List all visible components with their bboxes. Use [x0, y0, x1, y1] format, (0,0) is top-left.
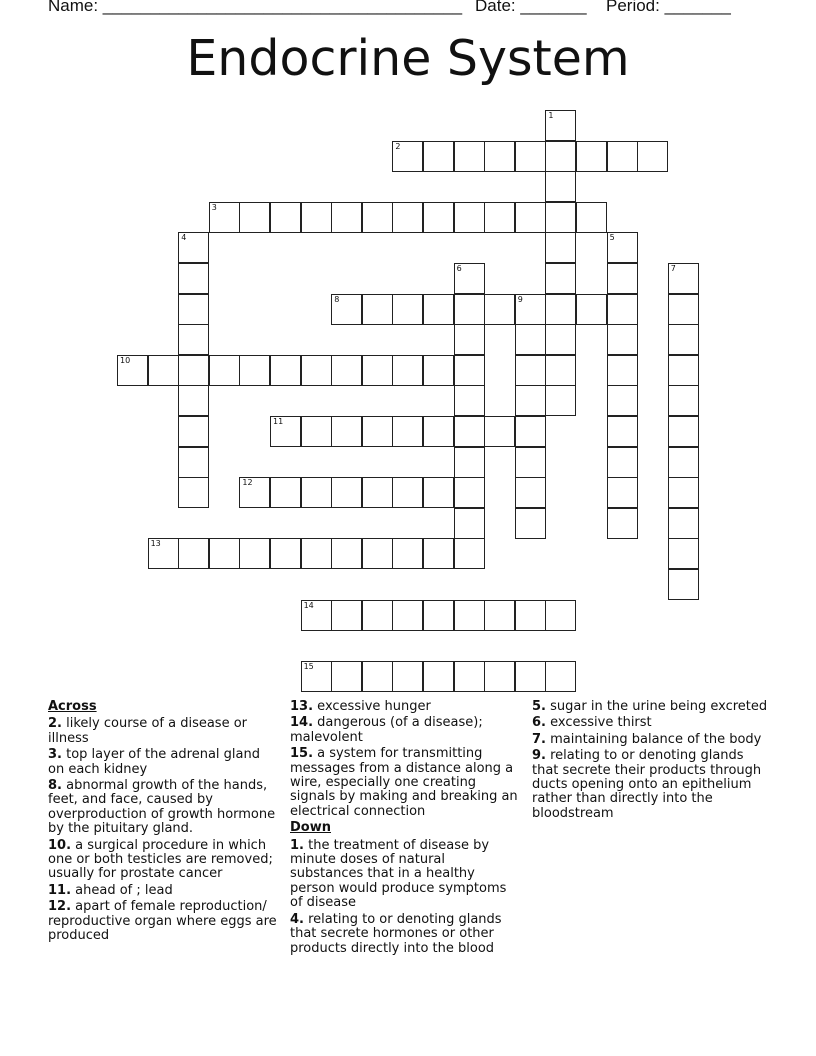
grid-cell[interactable]: [423, 477, 454, 508]
clue-text: ahead of ; lead: [75, 882, 173, 898]
clue-across: [48, 779, 280, 837]
name-field[interactable]: Name: ______________________________________: [48, 0, 463, 15]
grid-cell[interactable]: [392, 202, 423, 233]
grid-cell[interactable]: [301, 477, 332, 508]
clue-number: 6: [456, 264, 462, 273]
clue-across: [290, 700, 522, 714]
clue-number: 13: [150, 539, 161, 549]
date-field[interactable]: Date: _______: [475, 0, 587, 15]
grid-cell[interactable]: [270, 355, 301, 386]
grid-cell[interactable]: [301, 355, 332, 386]
grid-cell[interactable]: [209, 355, 240, 386]
clue-text: sugar in the urine being excreted: [550, 699, 768, 714]
clue-num: 12.: [48, 899, 72, 915]
grid-cell[interactable]: [454, 477, 485, 508]
clue-num: 11.: [48, 882, 72, 898]
clue-num: 10.: [48, 837, 72, 853]
grid-cell[interactable]: [362, 600, 393, 631]
grid-cell[interactable]: [392, 477, 423, 508]
grid-cell[interactable]: [178, 232, 209, 263]
clue-number: 12: [242, 478, 253, 488]
clue-number: 9: [517, 294, 523, 304]
grid-cell[interactable]: [392, 538, 423, 569]
grid-cell[interactable]: [607, 355, 638, 386]
grid-cell[interactable]: [668, 447, 699, 478]
clue-across: [290, 747, 522, 819]
grid-cell[interactable]: [484, 600, 515, 631]
grid-cell[interactable]: [362, 416, 393, 447]
grid-cell[interactable]: [331, 416, 362, 447]
grid-cell[interactable]: [668, 263, 699, 294]
grid-cell[interactable]: [301, 538, 332, 569]
grid-cell[interactable]: [454, 661, 485, 692]
grid-cell[interactable]: [607, 232, 638, 263]
grid-cell[interactable]: [454, 294, 485, 325]
clue-text: maintaining balance of the body: [550, 731, 762, 747]
across-heading: Across: [48, 699, 97, 714]
clue-across: [48, 748, 280, 777]
clue-num: 8.: [48, 778, 62, 794]
clue-number: 2: [395, 141, 401, 151]
grid-cell[interactable]: [484, 661, 515, 692]
grid-cell[interactable]: [331, 202, 362, 233]
grid-cell[interactable]: [607, 294, 638, 325]
grid-cell[interactable]: [454, 508, 485, 539]
grid-cell[interactable]: [148, 538, 179, 569]
grid-cell[interactable]: [117, 355, 148, 386]
clue-text: likely course of a disease or illness: [48, 716, 248, 746]
clue-number: 4: [181, 233, 187, 243]
clue-number: 7: [670, 264, 676, 273]
clue-text: relating to or denoting glands that secrete their products through ducts opening onto an epithelium rather than directly into the bloodstream: [532, 748, 762, 821]
grid-cell[interactable]: [423, 600, 454, 631]
grid-cell[interactable]: [515, 416, 546, 447]
grid-cell[interactable]: [515, 385, 546, 416]
clue-text: relating to or denoting glands that secrete hormones or other products directly into the blood: [290, 911, 502, 956]
grid-cell[interactable]: [545, 324, 576, 355]
grid-cell[interactable]: [239, 477, 270, 508]
grid-cell[interactable]: [454, 141, 485, 172]
grid-cell[interactable]: [362, 661, 393, 692]
grid-cell[interactable]: [270, 416, 301, 447]
clue-number: 14: [303, 600, 314, 610]
grid-cell[interactable]: [545, 232, 576, 263]
grid-cell[interactable]: [668, 355, 699, 386]
clue-num: 14.: [290, 715, 314, 731]
down-heading: Down: [290, 820, 331, 836]
grid-cell[interactable]: [607, 141, 638, 172]
grid-cell[interactable]: [331, 538, 362, 569]
clue-down: [532, 716, 770, 730]
grid-cell[interactable]: [545, 385, 576, 416]
grid-cell[interactable]: [545, 661, 576, 692]
grid-cell[interactable]: [331, 477, 362, 508]
grid-cell[interactable]: [484, 294, 515, 325]
clue-across: [48, 717, 280, 746]
grid-cell[interactable]: [392, 294, 423, 325]
clue-num: 13.: [290, 699, 314, 714]
clue-number: 15: [303, 661, 314, 671]
grid-cell[interactable]: [607, 477, 638, 508]
clue-num: 7.: [532, 731, 546, 747]
grid-cell[interactable]: [576, 141, 607, 172]
grid-cell[interactable]: [545, 600, 576, 631]
clue-text: apart of female reproduction/ reproductive organ where eggs are produced: [48, 899, 277, 944]
grid-cell[interactable]: [301, 600, 332, 631]
grid-cell[interactable]: [545, 263, 576, 294]
clue-num: 6.: [532, 715, 546, 731]
grid-cell[interactable]: [454, 324, 485, 355]
clue-number: 5: [609, 233, 615, 243]
clue-across: [48, 900, 280, 943]
grid-cell[interactable]: [301, 661, 332, 692]
grid-cell[interactable]: [515, 508, 546, 539]
grid-cell[interactable]: [515, 661, 546, 692]
clue-num: 5.: [532, 699, 546, 714]
grid-cell[interactable]: [454, 263, 485, 294]
grid-cell[interactable]: [607, 263, 638, 294]
clue-down: [532, 749, 770, 821]
grid-cell[interactable]: [331, 661, 362, 692]
grid-cell[interactable]: [178, 324, 209, 355]
grid-cell[interactable]: [423, 294, 454, 325]
clue-text: excessive thirst: [550, 715, 652, 731]
grid-cell[interactable]: [148, 355, 179, 386]
clue-across: [48, 884, 280, 898]
grid-cell[interactable]: [178, 477, 209, 508]
grid-cell[interactable]: [392, 600, 423, 631]
grid-cell[interactable]: [239, 538, 270, 569]
clue-text: the treatment of disease by minute doses of natural substances that in a healthy person would produce symptoms of disease: [290, 837, 507, 911]
puzzle-title: Endocrine System: [186, 30, 630, 87]
grid-cell[interactable]: [178, 294, 209, 325]
clue-text: a surgical procedure in which one or both testicles are removed; usually for prostate cancer: [48, 837, 273, 882]
grid-cell[interactable]: [178, 385, 209, 416]
grid-cell[interactable]: [362, 538, 393, 569]
grid-cell[interactable]: [454, 385, 485, 416]
grid-cell[interactable]: [392, 141, 423, 172]
grid-cell[interactable]: [392, 661, 423, 692]
grid-cell[interactable]: [270, 477, 301, 508]
grid-cell[interactable]: [362, 202, 393, 233]
grid-cell[interactable]: [668, 324, 699, 355]
grid-cell[interactable]: [515, 600, 546, 631]
grid-cell[interactable]: [607, 416, 638, 447]
clue-num: 1.: [290, 837, 304, 853]
clue-num: 4.: [290, 911, 304, 927]
grid-cell[interactable]: [178, 538, 209, 569]
clues-column-1: [48, 700, 280, 946]
grid-cell[interactable]: [423, 141, 454, 172]
clue-text: abnormal growth of the hands, feet, and face, caused by overproduction of growth hormone by the pituitary gland.: [48, 778, 276, 837]
clue-number: 8: [334, 294, 340, 304]
grid-cell[interactable]: [576, 202, 607, 233]
grid-cell[interactable]: [545, 171, 576, 202]
grid-cell[interactable]: [301, 202, 332, 233]
clue-down: [290, 913, 522, 956]
clue-num: 2.: [48, 716, 62, 732]
grid-cell[interactable]: [515, 355, 546, 386]
grid-cell[interactable]: [209, 538, 240, 569]
grid-cell[interactable]: [362, 355, 393, 386]
grid-cell[interactable]: [454, 416, 485, 447]
grid-cell[interactable]: [392, 355, 423, 386]
clue-number: 3: [211, 202, 217, 212]
grid-cell[interactable]: [668, 569, 699, 600]
grid-cell[interactable]: [515, 324, 546, 355]
grid-cell[interactable]: [178, 416, 209, 447]
grid-cell[interactable]: [423, 202, 454, 233]
grid-cell[interactable]: [331, 355, 362, 386]
grid-cell[interactable]: [362, 294, 393, 325]
grid-cell[interactable]: [515, 477, 546, 508]
grid-cell[interactable]: [423, 538, 454, 569]
grid-cell[interactable]: [331, 600, 362, 631]
grid-cell[interactable]: [515, 141, 546, 172]
grid-cell[interactable]: [668, 385, 699, 416]
grid-cell[interactable]: [545, 294, 576, 325]
clues-column-2: [290, 700, 522, 958]
grid-cell[interactable]: [668, 416, 699, 447]
grid-cell[interactable]: [270, 202, 301, 233]
grid-cell[interactable]: [362, 477, 393, 508]
grid-cell[interactable]: [607, 385, 638, 416]
clue-number: 11: [273, 417, 284, 426]
grid-cell[interactable]: [607, 324, 638, 355]
grid-cell[interactable]: [392, 416, 423, 447]
clues-column-3: [532, 700, 770, 823]
grid-cell[interactable]: [668, 477, 699, 508]
clue-text: a system for transmitting messages from a distance along a wire, especially one creating signals by making and breaking an electrical connection: [290, 746, 518, 819]
grid-cell[interactable]: [607, 447, 638, 478]
grid-cell[interactable]: [331, 294, 362, 325]
grid-cell[interactable]: [239, 355, 270, 386]
grid-cell[interactable]: [454, 202, 485, 233]
clue-num: 3.: [48, 747, 62, 763]
clue-num: 15.: [290, 746, 314, 762]
clue-text: excessive hunger: [317, 699, 431, 714]
clue-down: [532, 733, 770, 747]
clue-number: 10: [120, 355, 131, 365]
grid-cell[interactable]: [637, 141, 668, 172]
grid-cell[interactable]: [545, 355, 576, 386]
grid-cell[interactable]: [545, 110, 576, 141]
grid-cell[interactable]: [484, 202, 515, 233]
clue-across: [48, 839, 280, 882]
grid-cell[interactable]: [484, 416, 515, 447]
grid-cell[interactable]: [423, 661, 454, 692]
grid-cell[interactable]: [607, 508, 638, 539]
grid-cell[interactable]: [178, 447, 209, 478]
grid-cell[interactable]: [668, 508, 699, 539]
grid-cell[interactable]: [454, 447, 485, 478]
grid-cell[interactable]: [668, 538, 699, 569]
grid-cell[interactable]: [454, 538, 485, 569]
grid-cell[interactable]: [209, 202, 240, 233]
grid-cell[interactable]: [423, 416, 454, 447]
grid-cell[interactable]: [301, 416, 332, 447]
grid-cell[interactable]: [270, 538, 301, 569]
clue-text: top layer of the adrenal gland on each kidney: [48, 747, 260, 777]
grid-cell[interactable]: [545, 141, 576, 172]
grid-cell[interactable]: [515, 202, 546, 233]
grid-cell[interactable]: [239, 202, 270, 233]
grid-cell[interactable]: [178, 355, 209, 386]
grid-cell[interactable]: [515, 294, 546, 325]
clue-down: [290, 839, 522, 911]
grid-cell[interactable]: [423, 355, 454, 386]
period-field[interactable]: Period: _______: [606, 0, 731, 15]
grid-cell[interactable]: [454, 355, 485, 386]
grid-cell[interactable]: [545, 202, 576, 233]
grid-cell[interactable]: [668, 294, 699, 325]
grid-cell[interactable]: [178, 263, 209, 294]
clue-num: 9.: [532, 748, 546, 764]
grid-cell[interactable]: [454, 600, 485, 631]
grid-cell[interactable]: [484, 141, 515, 172]
clue-number: 1: [548, 111, 554, 120]
grid-cell[interactable]: [576, 294, 607, 325]
grid-cell[interactable]: [515, 447, 546, 478]
clue-text: dangerous (of a disease); malevolent: [290, 715, 483, 745]
clue-across: [290, 716, 522, 745]
clue-down: [532, 700, 770, 714]
